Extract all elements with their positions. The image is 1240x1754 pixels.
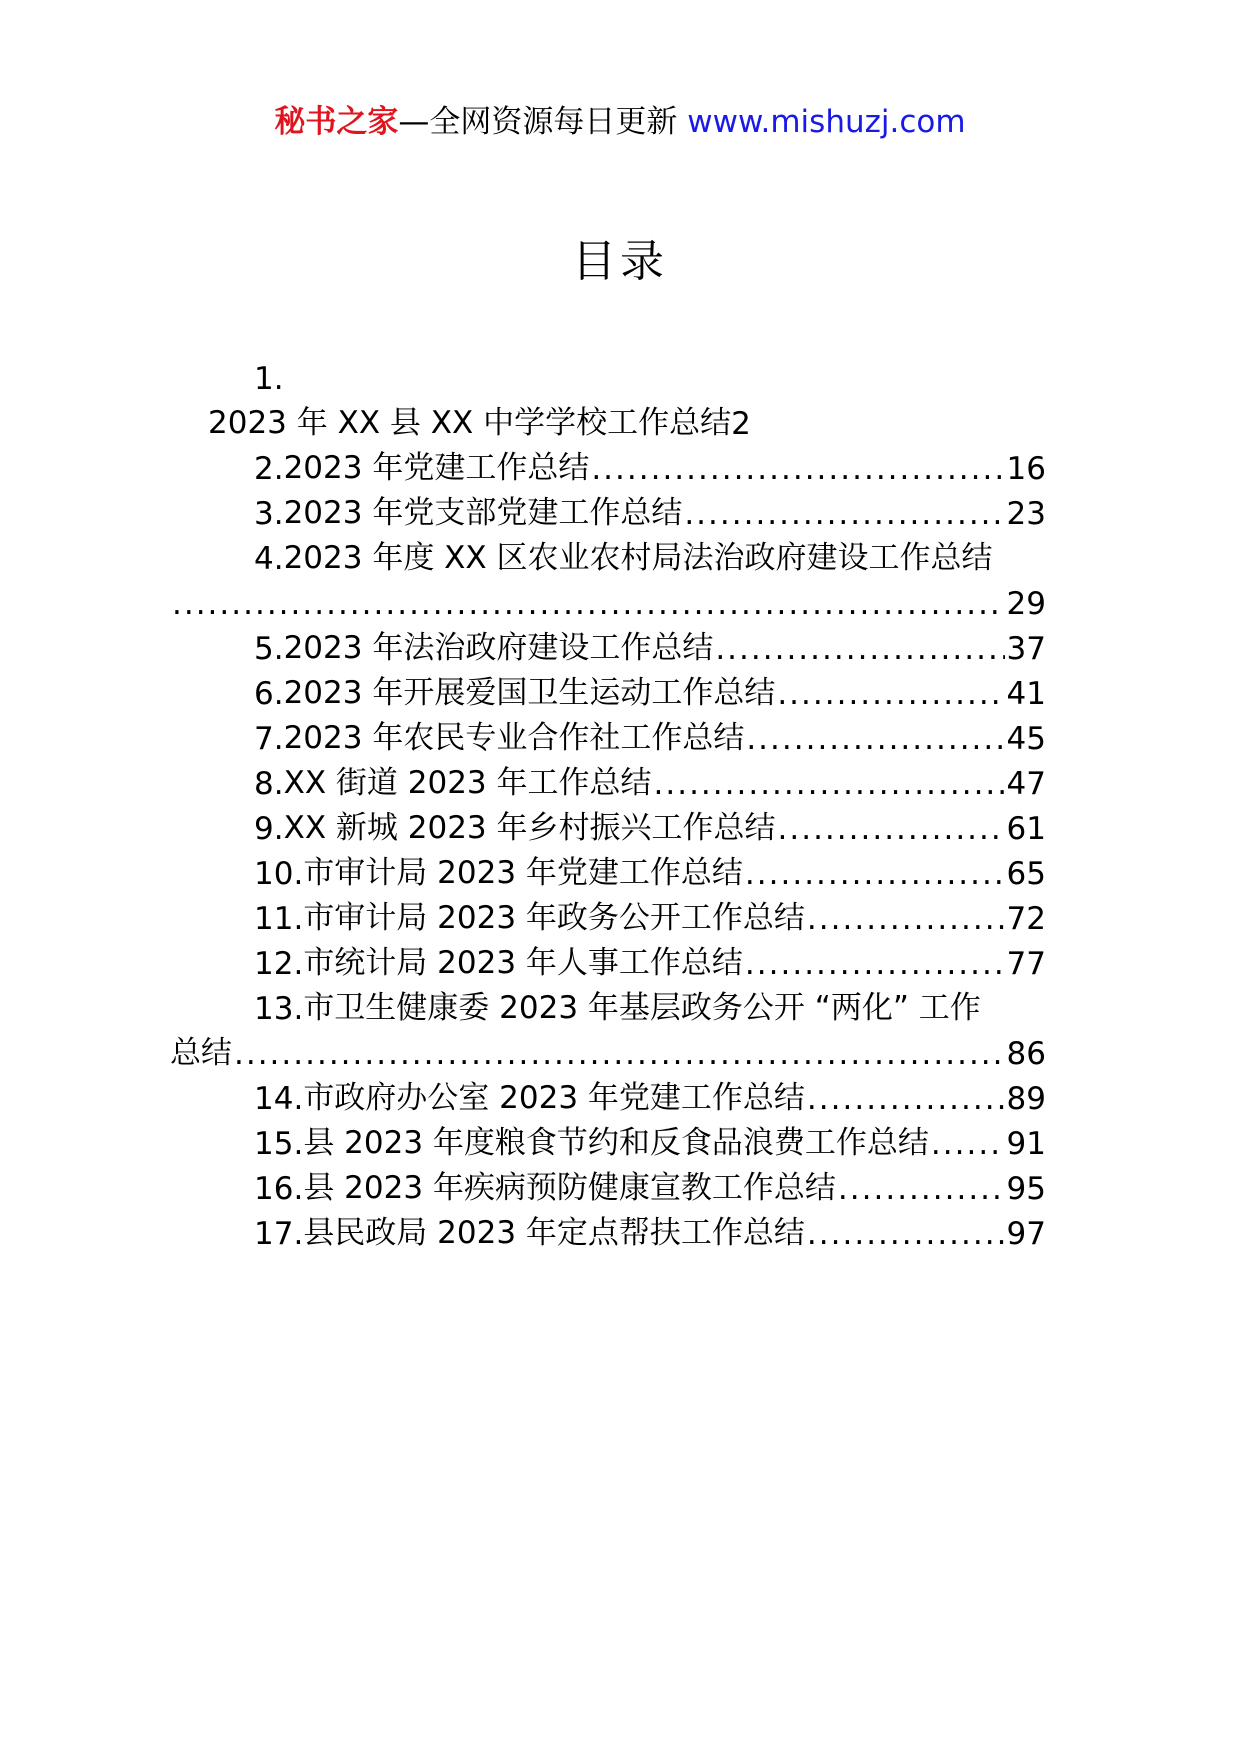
toc-entry-11[interactable]	[190, 892, 1046, 937]
dot-leader	[715, 631, 1004, 667]
toc-entry-page: 97	[1006, 1216, 1046, 1252]
dot-leader	[838, 1171, 1005, 1207]
toc-entry-3[interactable]	[190, 487, 1046, 532]
toc-entry-number: 10.	[254, 856, 304, 892]
toc-entry-page: 41	[1006, 676, 1046, 712]
toc-entry-4-continuation[interactable]	[170, 577, 1046, 622]
toc-entry-page: 23	[1006, 496, 1046, 532]
dot-leader	[807, 1216, 1005, 1252]
toc-entry-4[interactable]	[190, 532, 1046, 577]
toc-entry-page: 45	[1006, 721, 1046, 757]
dot-leader	[684, 496, 1004, 532]
toc-entry-number: 7.	[254, 721, 284, 757]
toc-entry-8[interactable]	[190, 757, 1046, 802]
toc-entry-1-number-line[interactable]	[190, 352, 1046, 397]
toc-entry-page: 77	[1006, 946, 1046, 982]
toc-entry-title: 2023 年党建工作总结	[283, 450, 590, 486]
toc-entry-number: 5.	[254, 631, 284, 667]
dot-leader	[807, 1081, 1005, 1117]
toc-entry-number: 3.	[254, 496, 284, 532]
dot-leader	[745, 856, 1005, 892]
page-title: 目录	[572, 236, 668, 287]
toc-entry-10[interactable]	[190, 847, 1046, 892]
toc-entry-number: 17.	[254, 1216, 304, 1252]
toc-entry-title: 市审计局 2023 年政务公开工作总结	[303, 900, 805, 936]
dot-leader	[591, 451, 1004, 487]
toc-entry-title: 县 2023 年疾病预防健康宣教工作总结	[303, 1170, 836, 1206]
toc-entry-number: 11.	[254, 901, 304, 937]
toc-entry-title: 2023 年法治政府建设工作总结	[283, 630, 714, 666]
dot-leader	[931, 1126, 1005, 1162]
table-of-contents	[170, 352, 1046, 1252]
dot-leader	[778, 811, 1005, 847]
toc-entry-title: 市政府办公室 2023 年党建工作总结	[303, 1080, 805, 1116]
toc-entry-9[interactable]	[190, 802, 1046, 847]
toc-entry-13-continuation[interactable]	[170, 1027, 1046, 1072]
toc-entry-page: 72	[1006, 901, 1046, 937]
dot-leader	[172, 586, 1005, 622]
toc-entry-number: 14.	[254, 1081, 304, 1117]
toc-entry-number: 2.	[254, 451, 284, 487]
toc-entry-number: 12.	[254, 946, 304, 982]
dot-leader	[745, 946, 1005, 982]
toc-entry-page: 37	[1006, 631, 1046, 667]
site-header	[0, 100, 1240, 144]
toc-entry-page: 29	[1006, 586, 1046, 622]
toc-entry-page: 86	[1006, 1036, 1046, 1072]
toc-entry-title: 2023 年农民专业合作社工作总结	[283, 720, 745, 756]
toc-entry-title: 县民政局 2023 年定点帮扶工作总结	[303, 1215, 805, 1251]
dot-leader	[807, 901, 1005, 937]
toc-entry-page: 47	[1006, 766, 1046, 802]
toc-entry-number: 4.	[254, 541, 284, 577]
dot-leader	[746, 721, 1004, 757]
toc-entry-14[interactable]	[190, 1072, 1046, 1117]
toc-entry-number: 6.	[254, 676, 284, 712]
toc-entry-title: 2023 年度 XX 区农业农村局法治政府建设工作总结	[283, 540, 993, 576]
dot-leader	[777, 676, 1004, 712]
toc-entry-page: 16	[1006, 451, 1046, 487]
toc-entry-title: 2023 年 XX 县 XX 中学学校工作总结	[208, 405, 732, 441]
toc-entry-title: XX 新城 2023 年乡村振兴工作总结	[283, 810, 776, 846]
toc-entry-page: 89	[1006, 1081, 1046, 1117]
toc-entry-2[interactable]	[190, 442, 1046, 487]
toc-entry-number: 9.	[254, 811, 284, 847]
site-url-link[interactable]: www.mishuzj.com	[687, 104, 966, 140]
toc-entry-number: 13.	[254, 991, 304, 1027]
toc-entry-15[interactable]	[190, 1117, 1046, 1162]
dot-leader	[654, 766, 1005, 802]
toc-entry-page: 2	[731, 406, 751, 442]
toc-entry-7[interactable]	[190, 712, 1046, 757]
toc-entry-title: 县 2023 年度粮食节约和反食品浪费工作总结	[303, 1125, 929, 1161]
toc-entry-number: 1.	[254, 361, 284, 397]
header-dash: —	[398, 104, 430, 140]
toc-entry-number: 8.	[254, 766, 284, 802]
toc-entry-title: 2023 年开展爱国卫生运动工作总结	[283, 675, 776, 711]
toc-entry-number: 15.	[254, 1126, 304, 1162]
toc-entry-page: 65	[1006, 856, 1046, 892]
toc-entry-16[interactable]	[190, 1162, 1046, 1207]
toc-entry-13[interactable]	[190, 982, 1046, 1027]
toc-entry-number: 16.	[254, 1171, 304, 1207]
toc-entry-17[interactable]	[190, 1207, 1046, 1252]
toc-entry-page: 95	[1006, 1171, 1046, 1207]
toc-entry-title: 2023 年党支部党建工作总结	[283, 495, 683, 531]
toc-entry-1[interactable]	[190, 397, 1046, 442]
toc-entry-title: XX 街道 2023 年工作总结	[283, 765, 652, 801]
toc-entry-title: 市统计局 2023 年人事工作总结	[303, 945, 743, 981]
toc-entry-page: 61	[1006, 811, 1046, 847]
toc-entry-page: 91	[1006, 1126, 1046, 1162]
toc-entry-5[interactable]	[190, 622, 1046, 667]
header-slogan: 全网资源每日更新	[429, 104, 678, 140]
toc-entry-12[interactable]	[190, 937, 1046, 982]
toc-entry-6[interactable]	[190, 667, 1046, 712]
toc-entry-title: 市审计局 2023 年党建工作总结	[303, 855, 743, 891]
toc-entry-title-continuation: 总结	[170, 1035, 232, 1071]
brand-name: 秘书之家	[274, 104, 399, 140]
toc-entry-title: 市卫生健康委 2023 年基层政务公开 “两化” 工作	[303, 990, 981, 1026]
dot-leader	[234, 1036, 1005, 1072]
